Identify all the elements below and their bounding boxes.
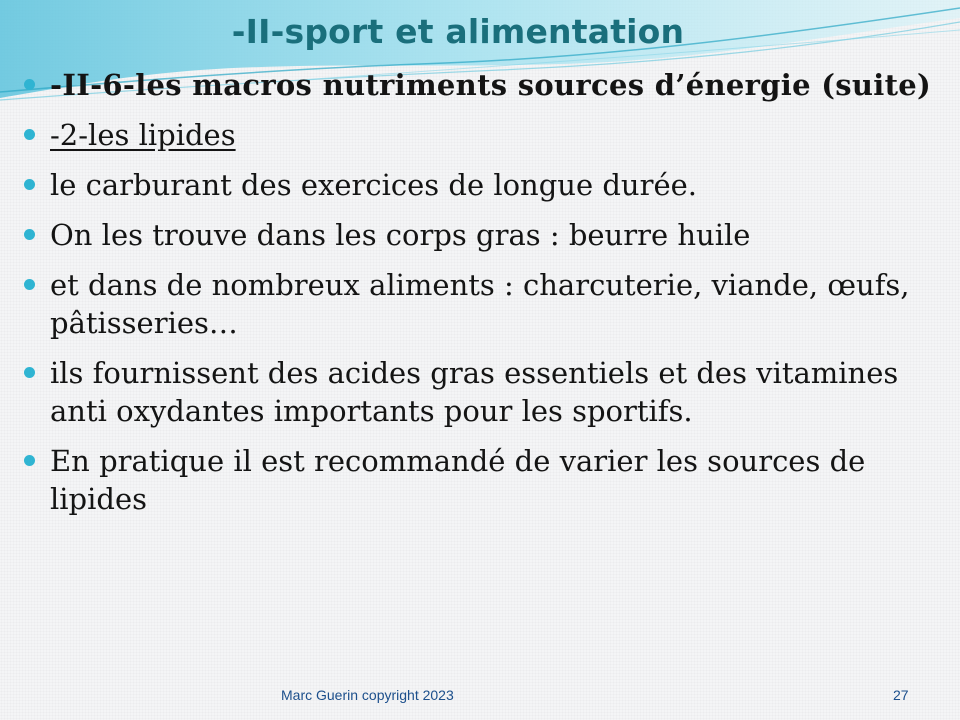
bullet-list: [22, 66, 942, 530]
bullet-dot-icon: [24, 367, 35, 378]
bullet-dot-icon: [24, 279, 35, 290]
bullet-text: On les trouve dans les corps gras : beurre huile: [50, 218, 751, 252]
bullet-item: [22, 116, 942, 154]
bullet-item: [22, 166, 942, 204]
bullet-text: et dans de nombreux aliments : charcuterie, viande, œufs, pâtisseries…: [50, 268, 910, 340]
bullet-dot-icon: [24, 179, 35, 190]
bullet-text: En pratique il est recommandé de varier les sources de lipides: [50, 444, 866, 516]
bullet-dot-icon: [24, 229, 35, 240]
bullet-item: [22, 354, 942, 430]
slide-title: -II-sport et alimentation: [231, 12, 685, 51]
bullet-item: [22, 216, 942, 254]
bullet-dot-icon: [24, 79, 35, 90]
footer-copyright: Marc Guerin copyright 2023: [281, 687, 454, 703]
bullet-text: -2-les lipides: [50, 118, 236, 152]
bullet-dot-icon: [24, 455, 35, 466]
bullet-text: ils fournissent des acides gras essentiels et des vitamines anti oxydantes importants pour les sportifs.: [50, 356, 899, 428]
bullet-item: [22, 66, 942, 104]
page-number: 27: [893, 687, 909, 703]
bullet-text: -II-6-les macros nutriments sources d’énergie (suite): [50, 68, 932, 102]
bullet-item: [22, 266, 942, 342]
bullet-dot-icon: [24, 129, 35, 140]
bullet-text: le carburant des exercices de longue durée.: [50, 168, 698, 202]
bullet-item: [22, 442, 942, 518]
